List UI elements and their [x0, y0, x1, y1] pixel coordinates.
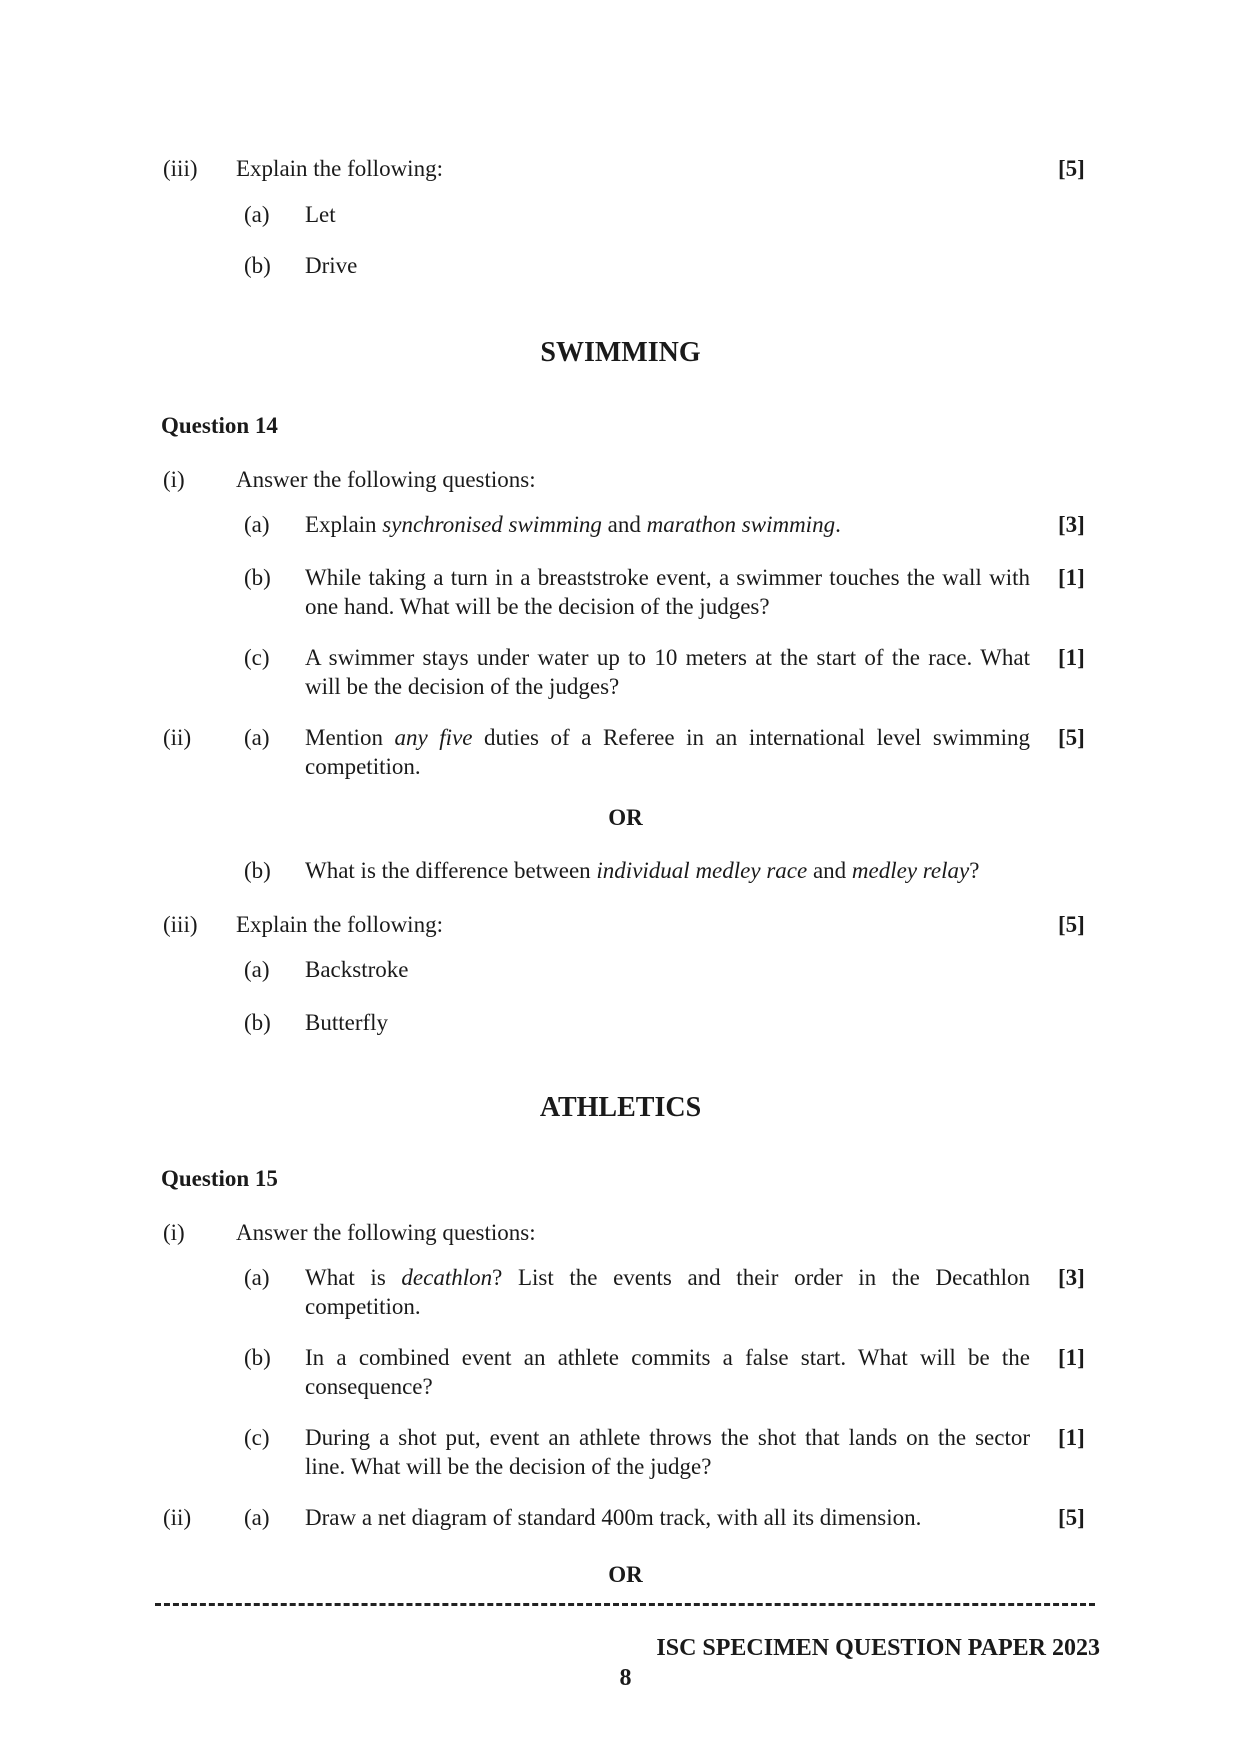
- sub-label: (a): [244, 1265, 270, 1290]
- sub-label: (b): [244, 1345, 271, 1370]
- sub-label: (a): [244, 202, 270, 227]
- marks-badge: [3]: [1058, 1265, 1085, 1290]
- item-text: Explain the following:: [236, 912, 443, 937]
- sub-text: Butterfly: [305, 1010, 389, 1035]
- or-divider: OR: [608, 805, 643, 830]
- marks-badge: [1]: [1058, 565, 1085, 590]
- sub-label: (a): [244, 512, 270, 537]
- sub-text: Mention any five duties of a Referee in an international level swimming competition.: [305, 725, 1030, 779]
- footer-divider: [155, 1603, 1095, 1606]
- sub-label: (b): [244, 858, 271, 883]
- sub-label: (c): [244, 1425, 270, 1450]
- marks-badge: [5]: [1058, 1505, 1085, 1530]
- sub-text: Draw a net diagram of standard 400m track, with all its dimension.: [305, 1505, 922, 1530]
- or-divider: OR: [608, 1562, 643, 1587]
- section-heading-swimming: SWIMMING: [540, 337, 701, 368]
- sub-label: (b): [244, 565, 271, 590]
- marks-badge: [1]: [1058, 1425, 1085, 1450]
- marks-badge: [5]: [1058, 725, 1085, 750]
- item-text: Explain the following:: [236, 156, 443, 181]
- sub-text: A swimmer stays under water up to 10 meters at the start of the race. What will be the decision of the judges?: [305, 645, 1030, 699]
- question-title: Question 15: [161, 1166, 278, 1191]
- sub-text: While taking a turn in a breaststroke event, a swimmer touches the wall with one hand. What will be the decision of the judges?: [305, 565, 1030, 619]
- item-number: (ii): [163, 1505, 192, 1530]
- sub-text: Explain synchronised swimming and marathon swimming.: [305, 512, 841, 537]
- marks-badge: [3]: [1058, 512, 1085, 537]
- footer-title: ISC SPECIMEN QUESTION PAPER 2023: [656, 1635, 1100, 1661]
- item-number: (ii): [163, 725, 192, 750]
- sub-label: (b): [244, 253, 271, 278]
- question-title: Question 14: [161, 413, 278, 438]
- marks-badge: [5]: [1058, 156, 1085, 181]
- marks-badge: [1]: [1058, 645, 1085, 670]
- page-number: 8: [619, 1665, 632, 1691]
- sub-text: Backstroke: [305, 957, 409, 982]
- item-number: (iii): [163, 912, 198, 937]
- sub-text: During a shot put, event an athlete throws the shot that lands on the sector line. What will be the decision of the judge?: [305, 1425, 1030, 1479]
- sub-text: What is decathlon? List the events and their order in the Decathlon competition.: [305, 1265, 1030, 1319]
- sub-label: (a): [244, 957, 270, 982]
- sub-label: (c): [244, 645, 270, 670]
- section-heading-athletics: ATHLETICS: [539, 1092, 702, 1123]
- sub-text: Drive: [305, 253, 358, 278]
- marks-badge: [5]: [1058, 912, 1085, 937]
- item-number: (i): [163, 1220, 185, 1245]
- sub-label: (a): [244, 1505, 270, 1530]
- item-number: (iii): [163, 156, 198, 181]
- sub-text: In a combined event an athlete commits a false start. What will be the consequence?: [305, 1345, 1030, 1399]
- item-number: (i): [163, 467, 185, 492]
- item-text: Answer the following questions:: [236, 467, 536, 492]
- sub-text: What is the difference between individual medley race and medley relay?: [305, 858, 980, 883]
- sub-text: Let: [305, 202, 336, 227]
- marks-badge: [1]: [1058, 1345, 1085, 1370]
- sub-label: (a): [244, 725, 270, 750]
- item-text: Answer the following questions:: [236, 1220, 536, 1245]
- sub-label: (b): [244, 1010, 271, 1035]
